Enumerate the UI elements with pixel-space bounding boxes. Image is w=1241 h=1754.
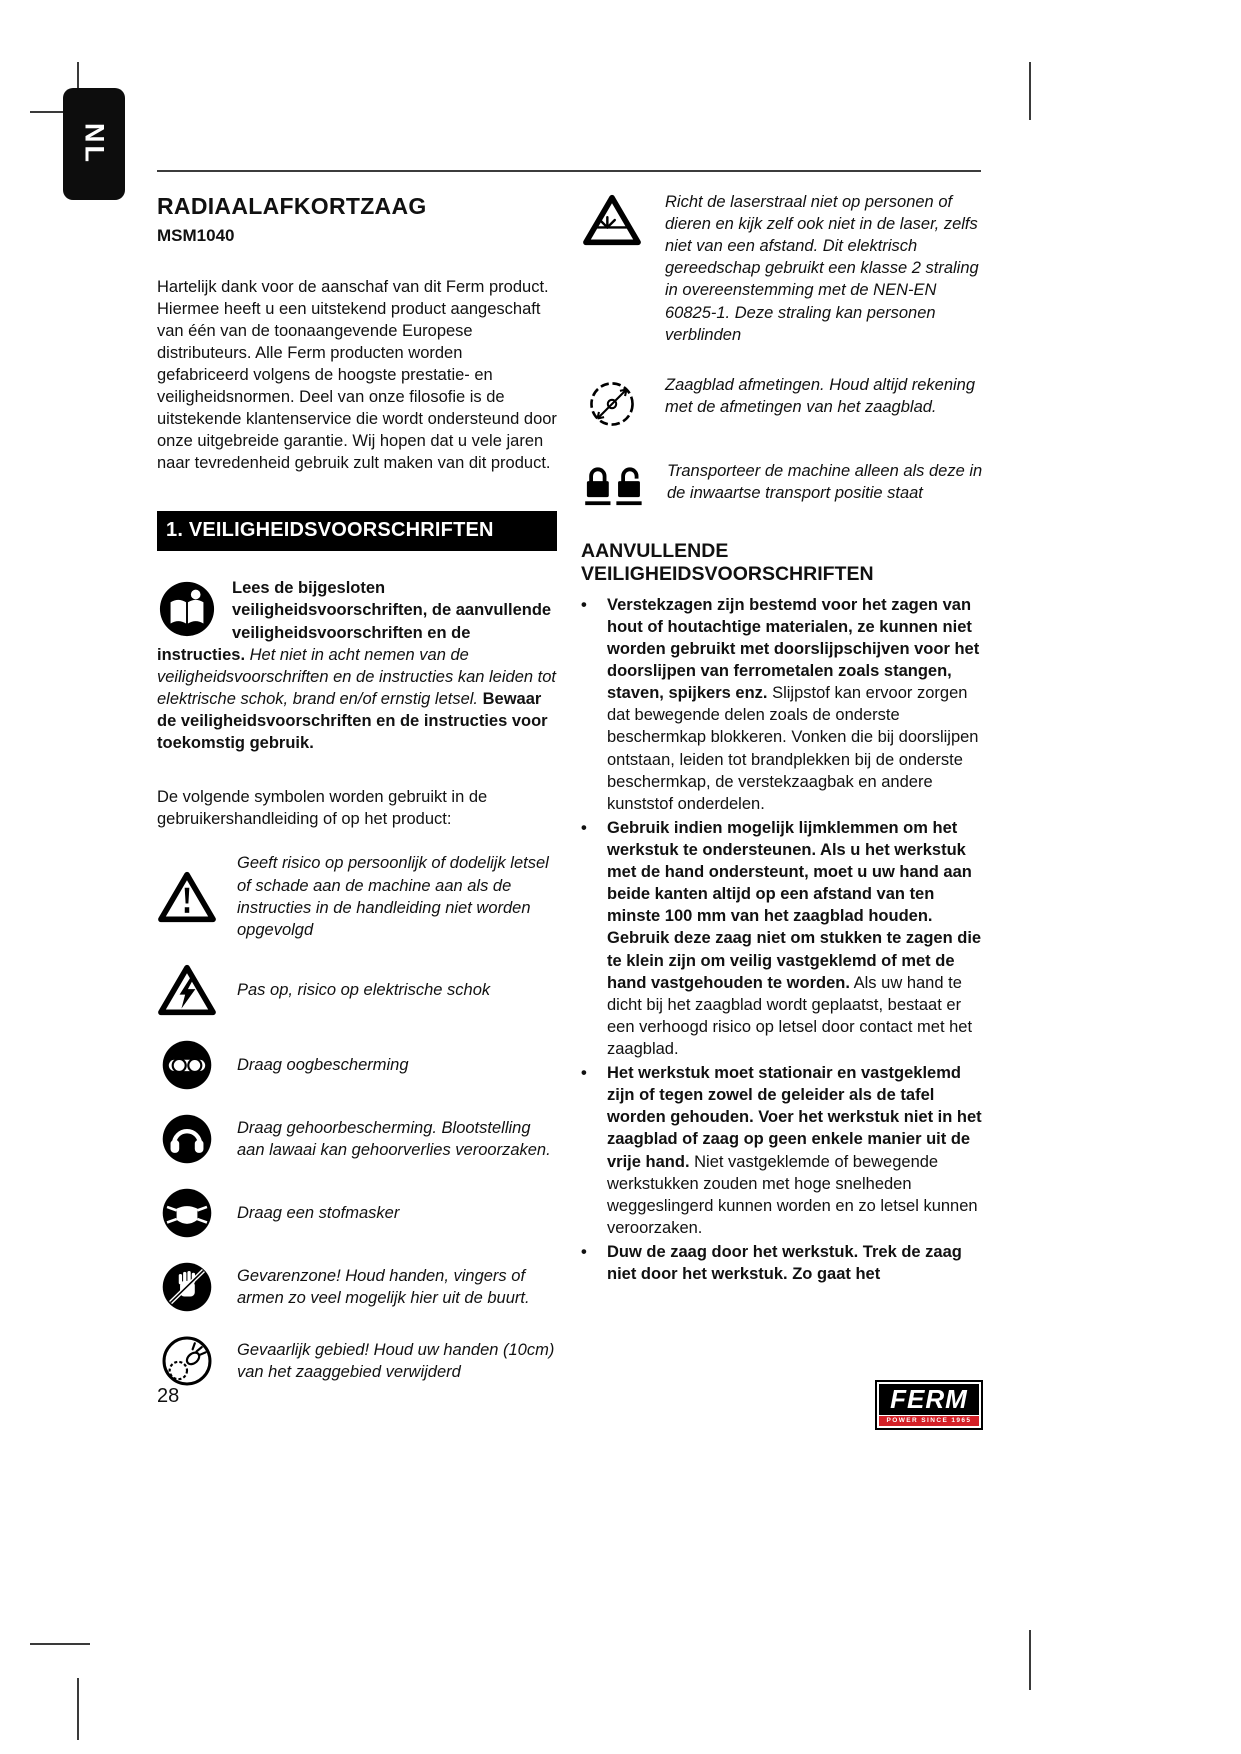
symbol-row: Gevaarlijk gebied! Houd uw handen (10cm) van het zaaggebied verwijderd (157, 1335, 557, 1387)
crop-mark (30, 1643, 90, 1645)
section-1-heading: 1. VEILIGHEIDSVOORSCHRIFTEN (157, 511, 557, 552)
symbol-row: Gevarenzone! Houd handen, vingers of armen zo veel mogelijk hier uit de buurt. (157, 1261, 557, 1313)
symbol-row: Draag gehoorbescherming. Blootstelling aan lawaai kan gehoorverlies veroorzaken. (157, 1113, 557, 1165)
ferm-logo (875, 1380, 983, 1430)
additional-safety-heading: AANVULLENDE VEILIGHEIDSVOORSCHRIFTEN (581, 539, 874, 585)
page-title: RADIAALAFKORTZAAG (157, 193, 427, 219)
ferm-logo-tagline: POWER SINCE 1965 (879, 1416, 979, 1426)
ferm-logo-wordmark: FERM (879, 1384, 979, 1415)
read-instructions-text: Lees de bijgesloten veiligheidsvoorschriften, de aanvullende veiligheidsvoorschriften en de instructies. Het niet in acht nemen van de veiligheidsvoorschriften en de instructies kan leiden tot elektrische schok, brand en/of ernstig letsel. Bewaar de veiligheidsvoorschriften en de instructies voor toekomstig gebruik. (157, 579, 556, 753)
symbol-row: Pas op, risico op elektrische schok (157, 963, 557, 1017)
keep-hands-away-icon (157, 1261, 217, 1313)
language-tab (63, 88, 125, 200)
page-content (157, 191, 983, 1387)
bullet-marker: • (581, 818, 587, 837)
symbols-intro: De volgende symbolen worden gebruikt in de gebruikershandleiding of op het product: (157, 788, 488, 829)
transport-position-icon (581, 460, 645, 512)
hand-cut-hazard-icon (157, 1335, 217, 1387)
eye-protection-icon (157, 1039, 217, 1091)
bullet-marker: • (581, 1242, 587, 1261)
intro-paragraph: Hartelijk dank voor de aanschaf van dit Ferm product. Hiermee heeft u een uitstekend product aangeschaft van één van de toonaangevende Europese distributeurs. Alle Ferm producten worden gefabriceerd volgens de hoogste prestatie- en veiligheidsnormen. Deel van onze filosofie is de uitstekende klantenservice die wordt ondersteund door onze uitgebreide garantie. Wij hopen dat u vele jaren naar tevredenheid gebruik zult maken van dit product. (157, 277, 557, 473)
header-rule (157, 170, 981, 172)
notice-row: Richt de laserstraal niet op personen of dieren en kijk zelf ook niet in de laser, zelfs niet van een afstand. Dit elektrisch gereedschap gebruikt een klasse 2 straling in overeenstemming met de NEN-EN 60825-1. Deze straling kan personen verblinden (581, 191, 983, 346)
warning-triangle-icon (157, 870, 217, 924)
read-instructions-block (157, 577, 557, 754)
ear-protection-icon (157, 1113, 217, 1165)
page-number: 28 (157, 1385, 180, 1407)
language-tab-label: NL (79, 123, 110, 165)
electric-shock-icon (157, 963, 217, 1017)
crop-mark (30, 111, 63, 113)
crop-mark (77, 1678, 79, 1740)
dust-mask-icon (157, 1187, 217, 1239)
crop-mark (1029, 1630, 1031, 1690)
right-column (581, 191, 983, 1387)
symbol-row: Draag oogbescherming (157, 1039, 557, 1091)
safety-bullet: • Het werkstuk moet stationair en vastgeklemd zijn of tegen zowel de geleider als de tafel worden gehouden. Voer het werkstuk niet in het zaagblad of zaag op geen enkele manier uit de vrije hand. Niet vastgeklemde of bewegende werkstukken zouden met hoge snelheden weggeslingerd kunnen worden en zo letsel kunnen veroorzaken. (581, 1062, 983, 1239)
safety-bullet: • Verstekzagen zijn bestemd voor het zagen van hout of houtachtige materialen, ze kunnen niet worden gebruikt met doorslijpschijven voor het doorslijpen van ferrometalen zoals stangen, staven, spijkers enz. Slijpstof kan ervoor zorgen dat bewegende delen zoals de onderste beschermkap blokkeren. Vonken die bij doorslijpen ontstaan, leiden tot brandplekken bij de onderste beschermkap, de verstekzaagbak en andere kunststof onderdelen. (581, 594, 983, 815)
model-number: MSM1040 (157, 225, 235, 245)
crop-mark (1029, 62, 1031, 120)
bullet-marker: • (581, 1064, 587, 1083)
bullet-marker: • (581, 595, 587, 614)
safety-bullet: • Duw de zaag door het werkstuk. Trek de zaag niet door het werkstuk. Zo gaat het (581, 1241, 983, 1285)
read-manual-icon (157, 580, 217, 638)
left-column (157, 191, 557, 1387)
safety-bullet: • Gebruik indien mogelijk lijmklemmen om het werkstuk te ondersteunen. Als u het werkstuk met de hand ondersteunt, moet u uw hand aan beide kanten altijd op een afstand van ten minste 100 mm van het zaagblad houden. Gebruik deze zaag niet om stukken te zagen die te klein zijn om veilig vastgeklemd of met de hand vastgehouden te worden. Als uw hand te dicht bij het zaagblad wordt geplaatst, bestaat er een verhoogd risico op letsel door contact met het zaagblad. (581, 817, 983, 1060)
notice-row: Zaagblad afmetingen. Houd altijd rekening met de afmetingen van het zaagblad. (581, 374, 983, 432)
laser-warning-icon (581, 191, 643, 247)
notice-row: Transporteer de machine alleen als deze in de inwaartse transport positie staat (581, 460, 983, 512)
symbol-row: Draag een stofmasker (157, 1187, 557, 1239)
symbol-row: Geeft risico op persoonlijk of dodelijk letsel of schade aan de machine aan als de instructies in de handleiding niet worden opgevolgd (157, 852, 557, 940)
saw-blade-dimensions-icon (581, 374, 643, 432)
